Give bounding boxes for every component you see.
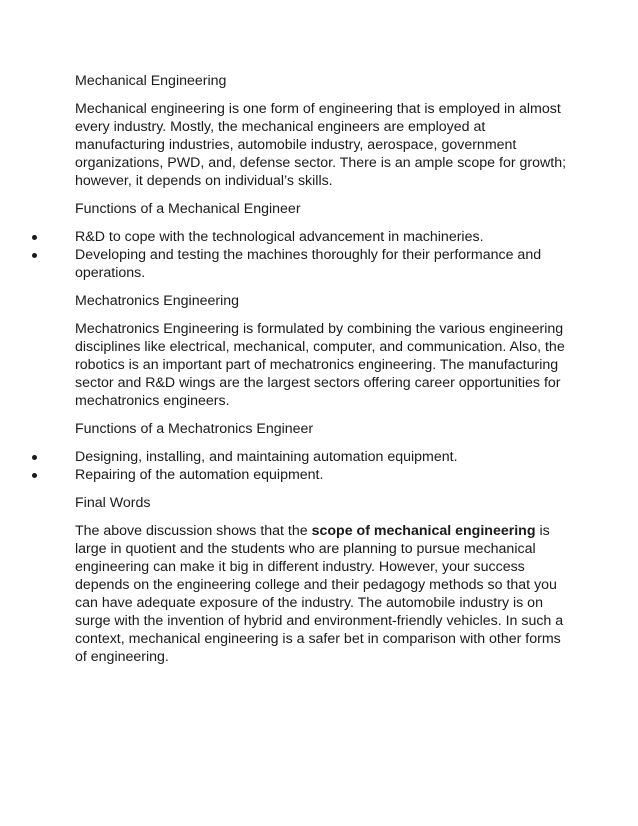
list-item: [75, 466, 575, 484]
heading-functions-mechatronics-engineer: Functions of a Mechatronics Engineer: [75, 421, 314, 437]
list-item-text: R&D to cope with the technological advancement in machineries.: [75, 229, 484, 245]
final-words-text-end: is large in quotient and the students who are planning to pursue mechanical engineering can make it big in different industry. However, your success depends on the engineering college and their pedagogy methods so that you can have adequate exposure of the industry. The automobile industry is on surge with the invention of hybrid and environment-friendly vehicles. In such a context, mechanical engineering is a safer bet in comparison with other forms of engineering.: [75, 523, 564, 665]
paragraph-mechanical-engineering: Mechanical engineering is one form of engineering that is employed in almost every industry. Mostly, the mechanical engineers are employed at manufacturing industries, automobile industry, aerospace, government organizations, PWD, and, defense sector. There is an ample scope for growth; however, it depends on individual’s skills.: [75, 101, 567, 189]
final-words-bold-phrase: scope of mechanical engineering: [311, 523, 536, 539]
bullet-icon: [32, 253, 37, 258]
heading-mechanical-engineering: Mechanical Engineering: [75, 73, 227, 89]
paragraph-mechatronics-engineering: Mechatronics Engineering is formulated by combining the various engineering disciplines like electrical, mechanical, computer, and communication. Also, the robotics is an important part of mechatronics engineering. The manufacturing sector and R&D wings are the largest sectors offering career opportunities for mechatronics engineers.: [75, 321, 565, 409]
bullet-icon: [32, 235, 37, 240]
list-functions-mechanical: [75, 228, 575, 282]
list-item-text: Designing, installing, and maintaining automation equipment.: [75, 449, 458, 465]
bullet-icon: [32, 455, 37, 460]
final-words-text-start: The above discussion shows that the: [75, 523, 312, 539]
bullet-icon: [32, 473, 37, 478]
heading-mechatronics-engineering: Mechatronics Engineering: [75, 293, 240, 309]
list-item: [75, 448, 575, 466]
document-content: [75, 72, 575, 676]
list-item-text: Repairing of the automation equipment.: [75, 467, 324, 483]
list-item: [75, 228, 575, 246]
paragraph-final-words: [75, 522, 575, 666]
list-item-text: Developing and testing the machines thoroughly for their performance and operations.: [75, 247, 542, 281]
heading-functions-mechanical-engineer: Functions of a Mechanical Engineer: [75, 201, 301, 217]
heading-final-words: Final Words: [75, 495, 151, 511]
list-functions-mechatronics: [75, 448, 575, 484]
list-item: [75, 246, 575, 282]
